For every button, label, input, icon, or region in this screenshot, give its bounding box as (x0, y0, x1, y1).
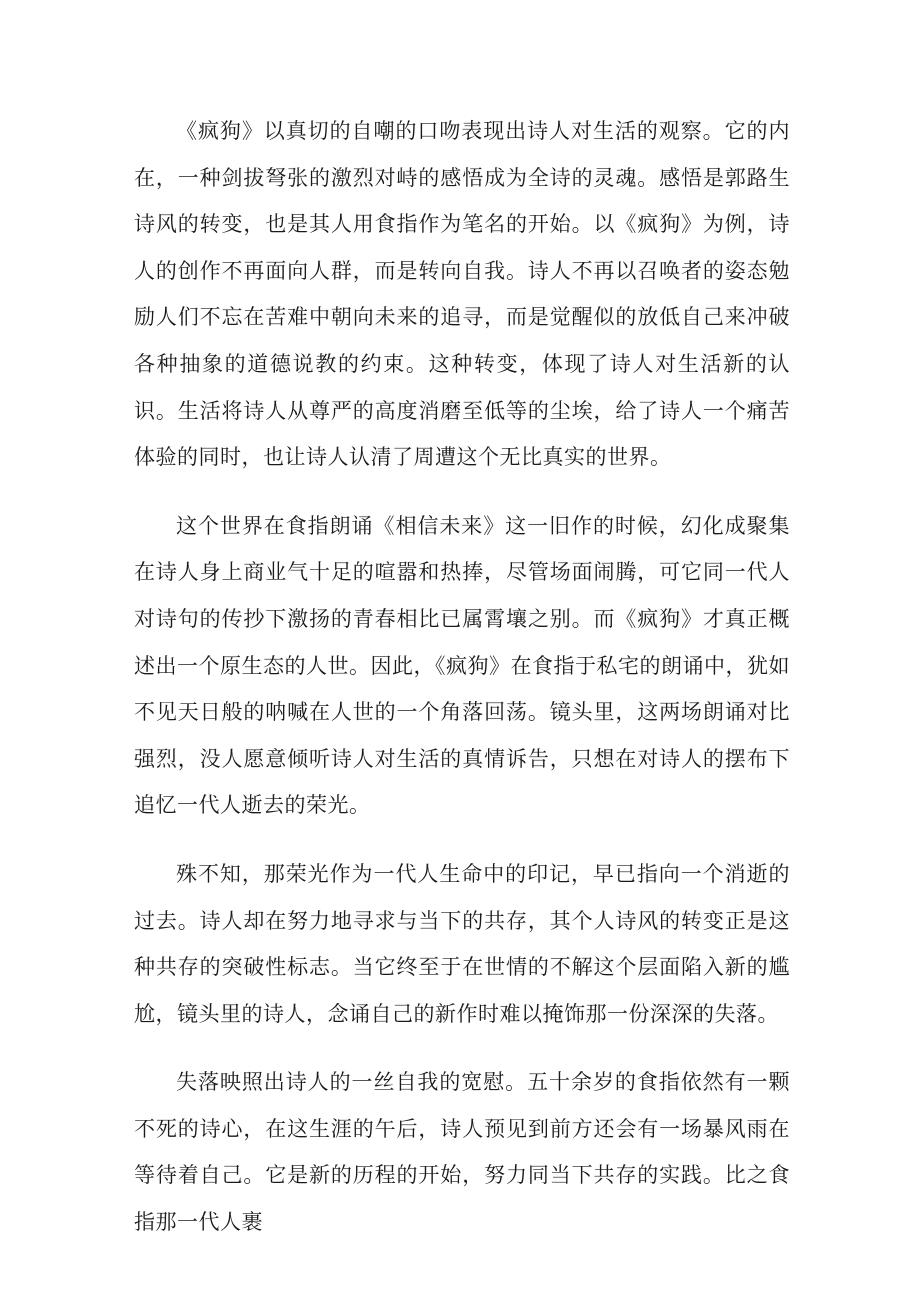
article-body (134, 108, 790, 1268)
paragraph-3: 殊不知，那荣光作为一代人生命中的印记，早已指向一个消逝的过去。诗人却在努力地寻求与当下的共存，其个人诗风的转变正是这种共存的突破性标志。当它终至于在世情的不解这个层面陷入新的尴尬，镜头里的诗人，念诵自己的新作时难以掩饰那一份深深的失落。 (134, 861, 790, 1026)
paragraph-4: 失落映照出诗人的一丝自我的宽慰。五十余岁的食指依然有一颗不死的诗心，在这生涯的午后，诗人预见到前方还会有一场暴风雨在等待着自己。它是新的历程的开始，努力同当下共存的实践。比之食指那一代人裹 (134, 1070, 790, 1235)
paragraph-2: 这个世界在食指朗诵《相信未来》这一旧作的时候，幻化成聚集在诗人身上商业气十足的喧嚣和热捧，尽管场面闹腾，可它同一代人对诗句的传抄下激扬的青春相比已属霄壤之别。而《疯狗》才真正概述出一个原生态的人世。因此，《疯狗》在食指于私宅的朗诵中，犹如不见天日般的呐喊在人世的一个角落回荡。镜头里，这两场朗诵对比强烈，没人愿意倾听诗人对生活的真情诉告，只想在对诗人的摆布下追忆一代人逝去的荣光。 (134, 513, 790, 818)
paragraph-1: 《疯狗》以真切的自嘲的口吻表现出诗人对生活的观察。它的内在，一种剑拔弩张的激烈对峙的感悟成为全诗的灵魂。感悟是郭路生诗风的转变，也是其人用食指作为笔名的开始。以《疯狗》为例，诗人的创作不再面向人群，而是转向自我。诗人不再以召唤者的姿态勉励人们不忘在苦难中朝向未来的追寻，而是觉醒似的放低自己来冲破各种抽象的道德说教的约束。这种转变，体现了诗人对生活新的认识。生活将诗人从尊严的高度消磨至低等的尘埃，给了诗人一个痛苦体验的同时，也让诗人认清了周遭这个无比真实的世界。 (134, 119, 790, 470)
